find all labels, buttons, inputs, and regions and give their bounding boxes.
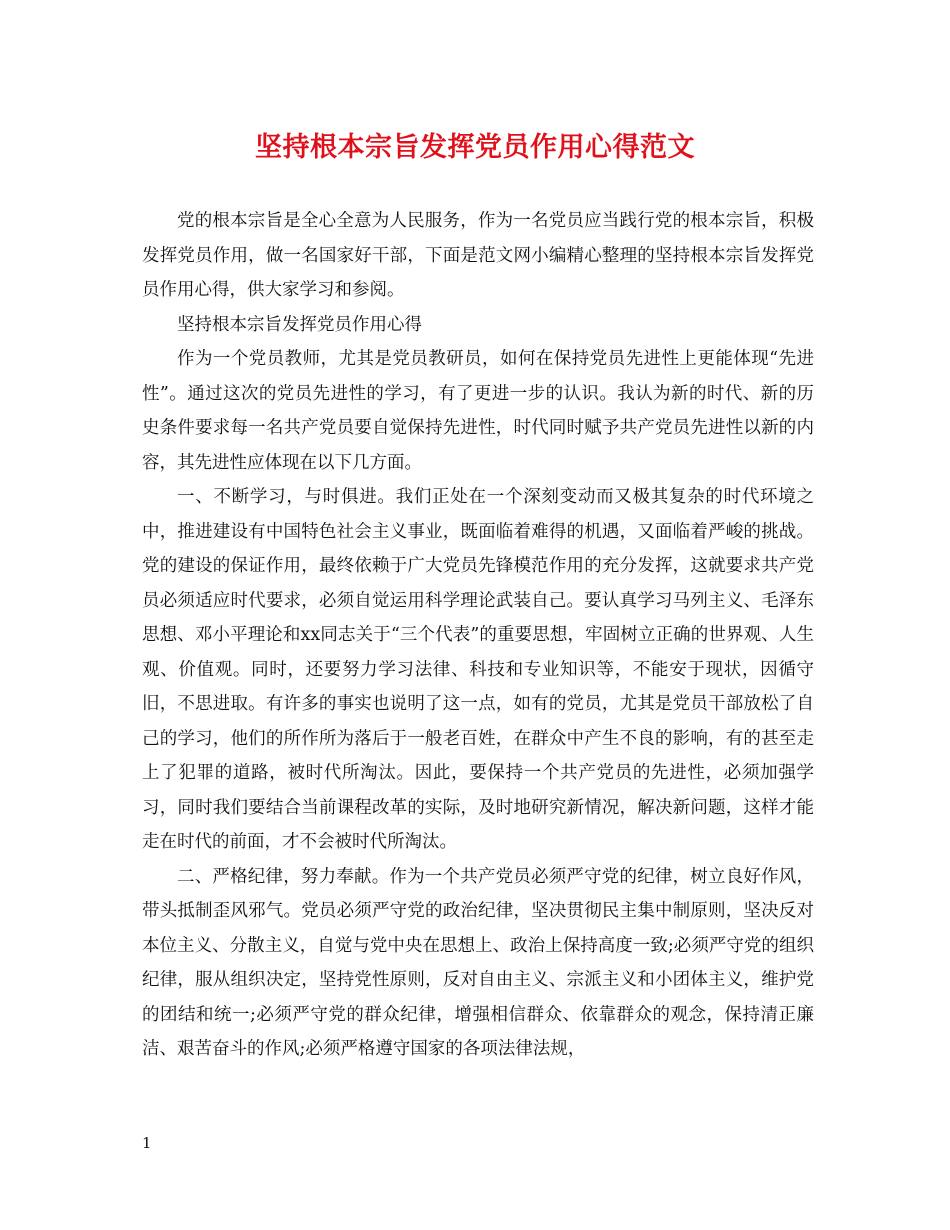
paragraph-intro: 党的根本宗旨是全心全意为人民服务，作为一名党员应当践行党的根本宗旨，积极发挥党员作用，做一名国家好干部，下面是范文网小编精心整理的坚持根本宗旨发挥党员作用心得，供大家学习和参阅。 [142, 211, 814, 300]
document-body [142, 204, 814, 1067]
paragraph-subheading: 坚持根本宗旨发挥党员作用心得 [177, 314, 422, 335]
paragraph-teacher: 作为一个党员教师，尤其是党员教研员，如何在保持党员先进性上更能体现“先进性”。通过这次的党员先进性的学习，有了更进一步的认识。我认为新的时代、新的历史条件要求每一名共产党员要自觉保持先进性，时代同时赋予共产党员先进性以新的内容，其先进性应体现在以下几方面。 [142, 349, 814, 473]
page-number: 1 [142, 1134, 152, 1152]
paragraph-point-two: 二、严格纪律，努力奉献。作为一个共产党员必须严守党的纪律，树立良好作风，带头抵制歪风邪气。党员必须严守党的政治纪律，坚决贯彻民主集中制原则，坚决反对本位主义、分散主义，自觉与党中央在思想上、政治上保持高度一致;必须严守党的组织纪律，服从组织决定，坚持党性原则，反对自由主义、宗派主义和小团体主义，维护党的团结和统一;必须严守党的群众纪律，增强相信群众、依靠群众的观念，保持清正廉洁、艰苦奋斗的作风;必须严格遵守国家的各项法律法规， [142, 866, 814, 1059]
document-title: 坚持根本宗旨发挥党员作用心得范文 [255, 132, 695, 163]
paragraph-point-one: 一、不断学习，与时俱进。我们正处在一个深刻变动而又极其复杂的时代环境之中，推进建设有中国特色社会主义事业，既面临着难得的机遇，又面临着严峻的挑战。党的建设的保证作用，最终依赖于广大党员先锋模范作用的充分发挥，这就要求共产党员必须适应时代要求，必须自觉运用科学理论武装自己。要认真学习马列主义、毛泽东思想、邓小平理论和xx同志关于“三个代表”的重要思想，牢固树立正确的世界观、人生观、价值观。同时，还要努力学习法律、科技和专业知识等，不能安于现状，因循守旧，不思进取。有许多的事实也说明了这一点，如有的党员，尤其是党员干部放松了自己的学习，他们的所作所为落后于一般老百姓，在群众中产生不良的影响，有的甚至走上了犯罪的道路，被时代所淘汰。因此，要保持一个共产党员的先进性，必须加强学习，同时我们要结合当前课程改革的实际，及时地研究新情况，解决新问题，这样才能走在时代的前面，才不会被时代所淘汰。 [142, 487, 814, 852]
